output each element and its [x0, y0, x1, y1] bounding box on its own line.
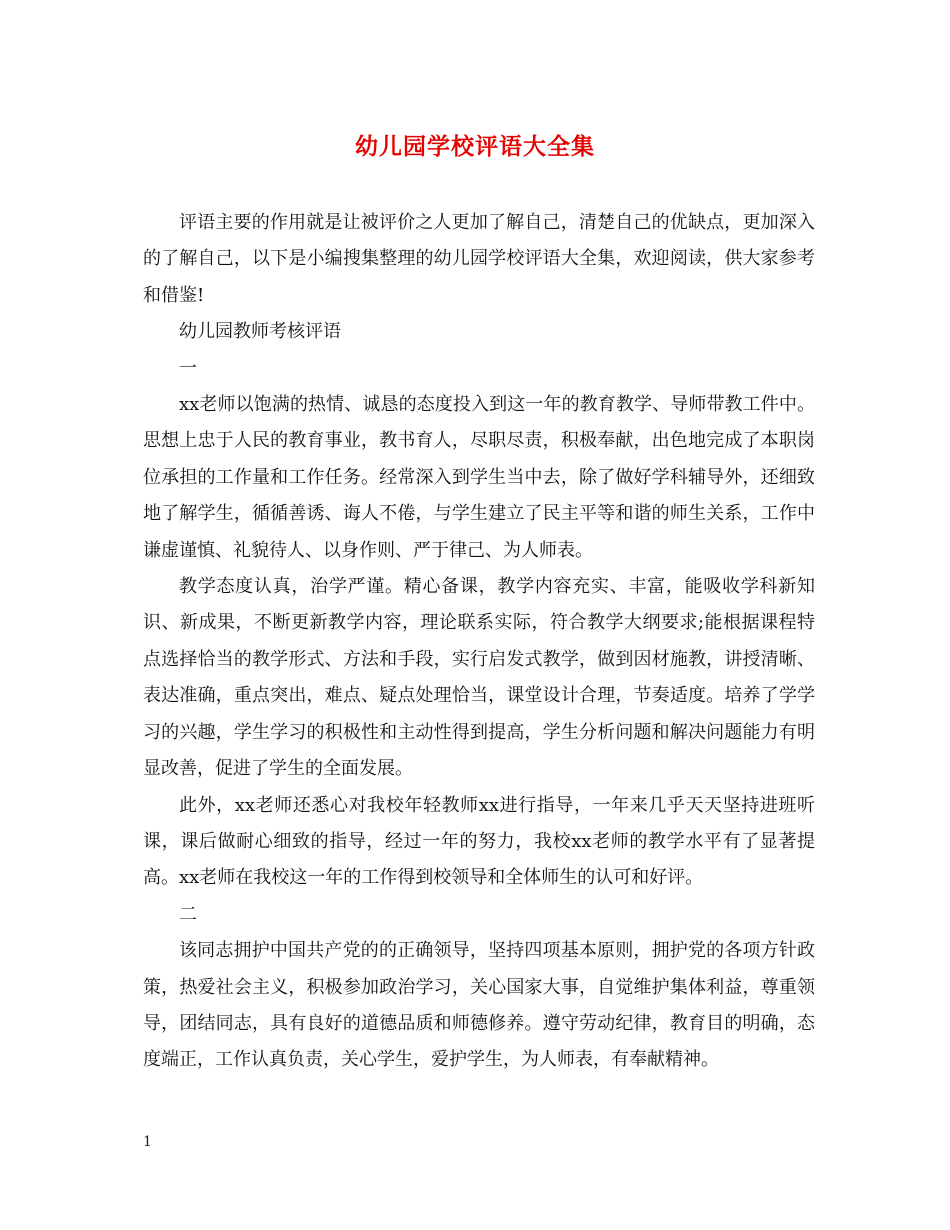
- intro-paragraph: 评语主要的作用就是让被评价之人更加了解自己，清楚自己的优缺点，更加深入的了解自己，以下是小编搜集整理的幼儿园学校评语大全集，欢迎阅读，供大家参考和借鉴!: [143, 212, 815, 306]
- paragraph-teaching-attitude: 教学态度认真，治学严谨。精心备课，教学内容充实、丰富，能吸收学科新知识、新成果，不断更新教学内容，理论联系实际，符合教学大纲要求;能根据课程特点选择恰当的教学形式、方法和手段，实行启发式教学，做到因材施教，讲授清晰、表达准确，重点突出，难点、疑点处理恰当，课堂设计合理，节奏适度。培养了学学习的兴趣，学生学习的积极性和主动性得到提高，学生分析问题和解决问题能力有明显改善，促进了学生的全面发展。: [143, 576, 815, 780]
- paragraph-political-conduct: 该同志拥护中国共产党的的正确领导，坚持四项基本原则，拥护党的各项方针政策，热爱社会主义，积极参加政治学习，关心国家大事，自觉维护集体利益，尊重领导，团结同志，具有良好的道德品质和师德修养。遵守劳动纪律，教育目的明确，态度端正，工作认真负责，关心学生，爱护学生，为人师表，有奉献精神。: [143, 940, 815, 1071]
- section-number-two: 二: [179, 903, 197, 925]
- page-number: 1: [143, 1134, 152, 1150]
- document-title: 幼儿园学校评语大全集: [355, 134, 595, 160]
- section-number-one: 一: [179, 357, 197, 379]
- document-body: [143, 205, 815, 1079]
- paragraph-mentoring: 此外，xx老师还悉心对我校年轻教师xx进行指导，一年来几乎天天坚持进班听课，课后做耐心细致的指导，经过一年的努力，我校xx老师的教学水平有了显著提高。xx老师在我校这一年的工作得到校领导和全体师生的认可和好评。: [143, 794, 815, 889]
- section-heading: 幼儿园教师考核评语: [179, 321, 341, 343]
- paragraph-teacher-work: xx老师以饱满的热情、诚恳的态度投入到这一年的教育教学、导师带教工件中。思想上忠于人民的教育事业，教书育人，尽职尽责，积极奉献，出色地完成了本职岗位承担的工作量和工作任务。经常深入到学生当中去，除了做好学科辅导外，还细致地了解学生，循循善诱、诲人不倦，与学生建立了民主平等和谐的师生关系，工作中谦虚谨慎、礼貌待人、以身作则、严于律己、为人师表。: [143, 394, 815, 561]
